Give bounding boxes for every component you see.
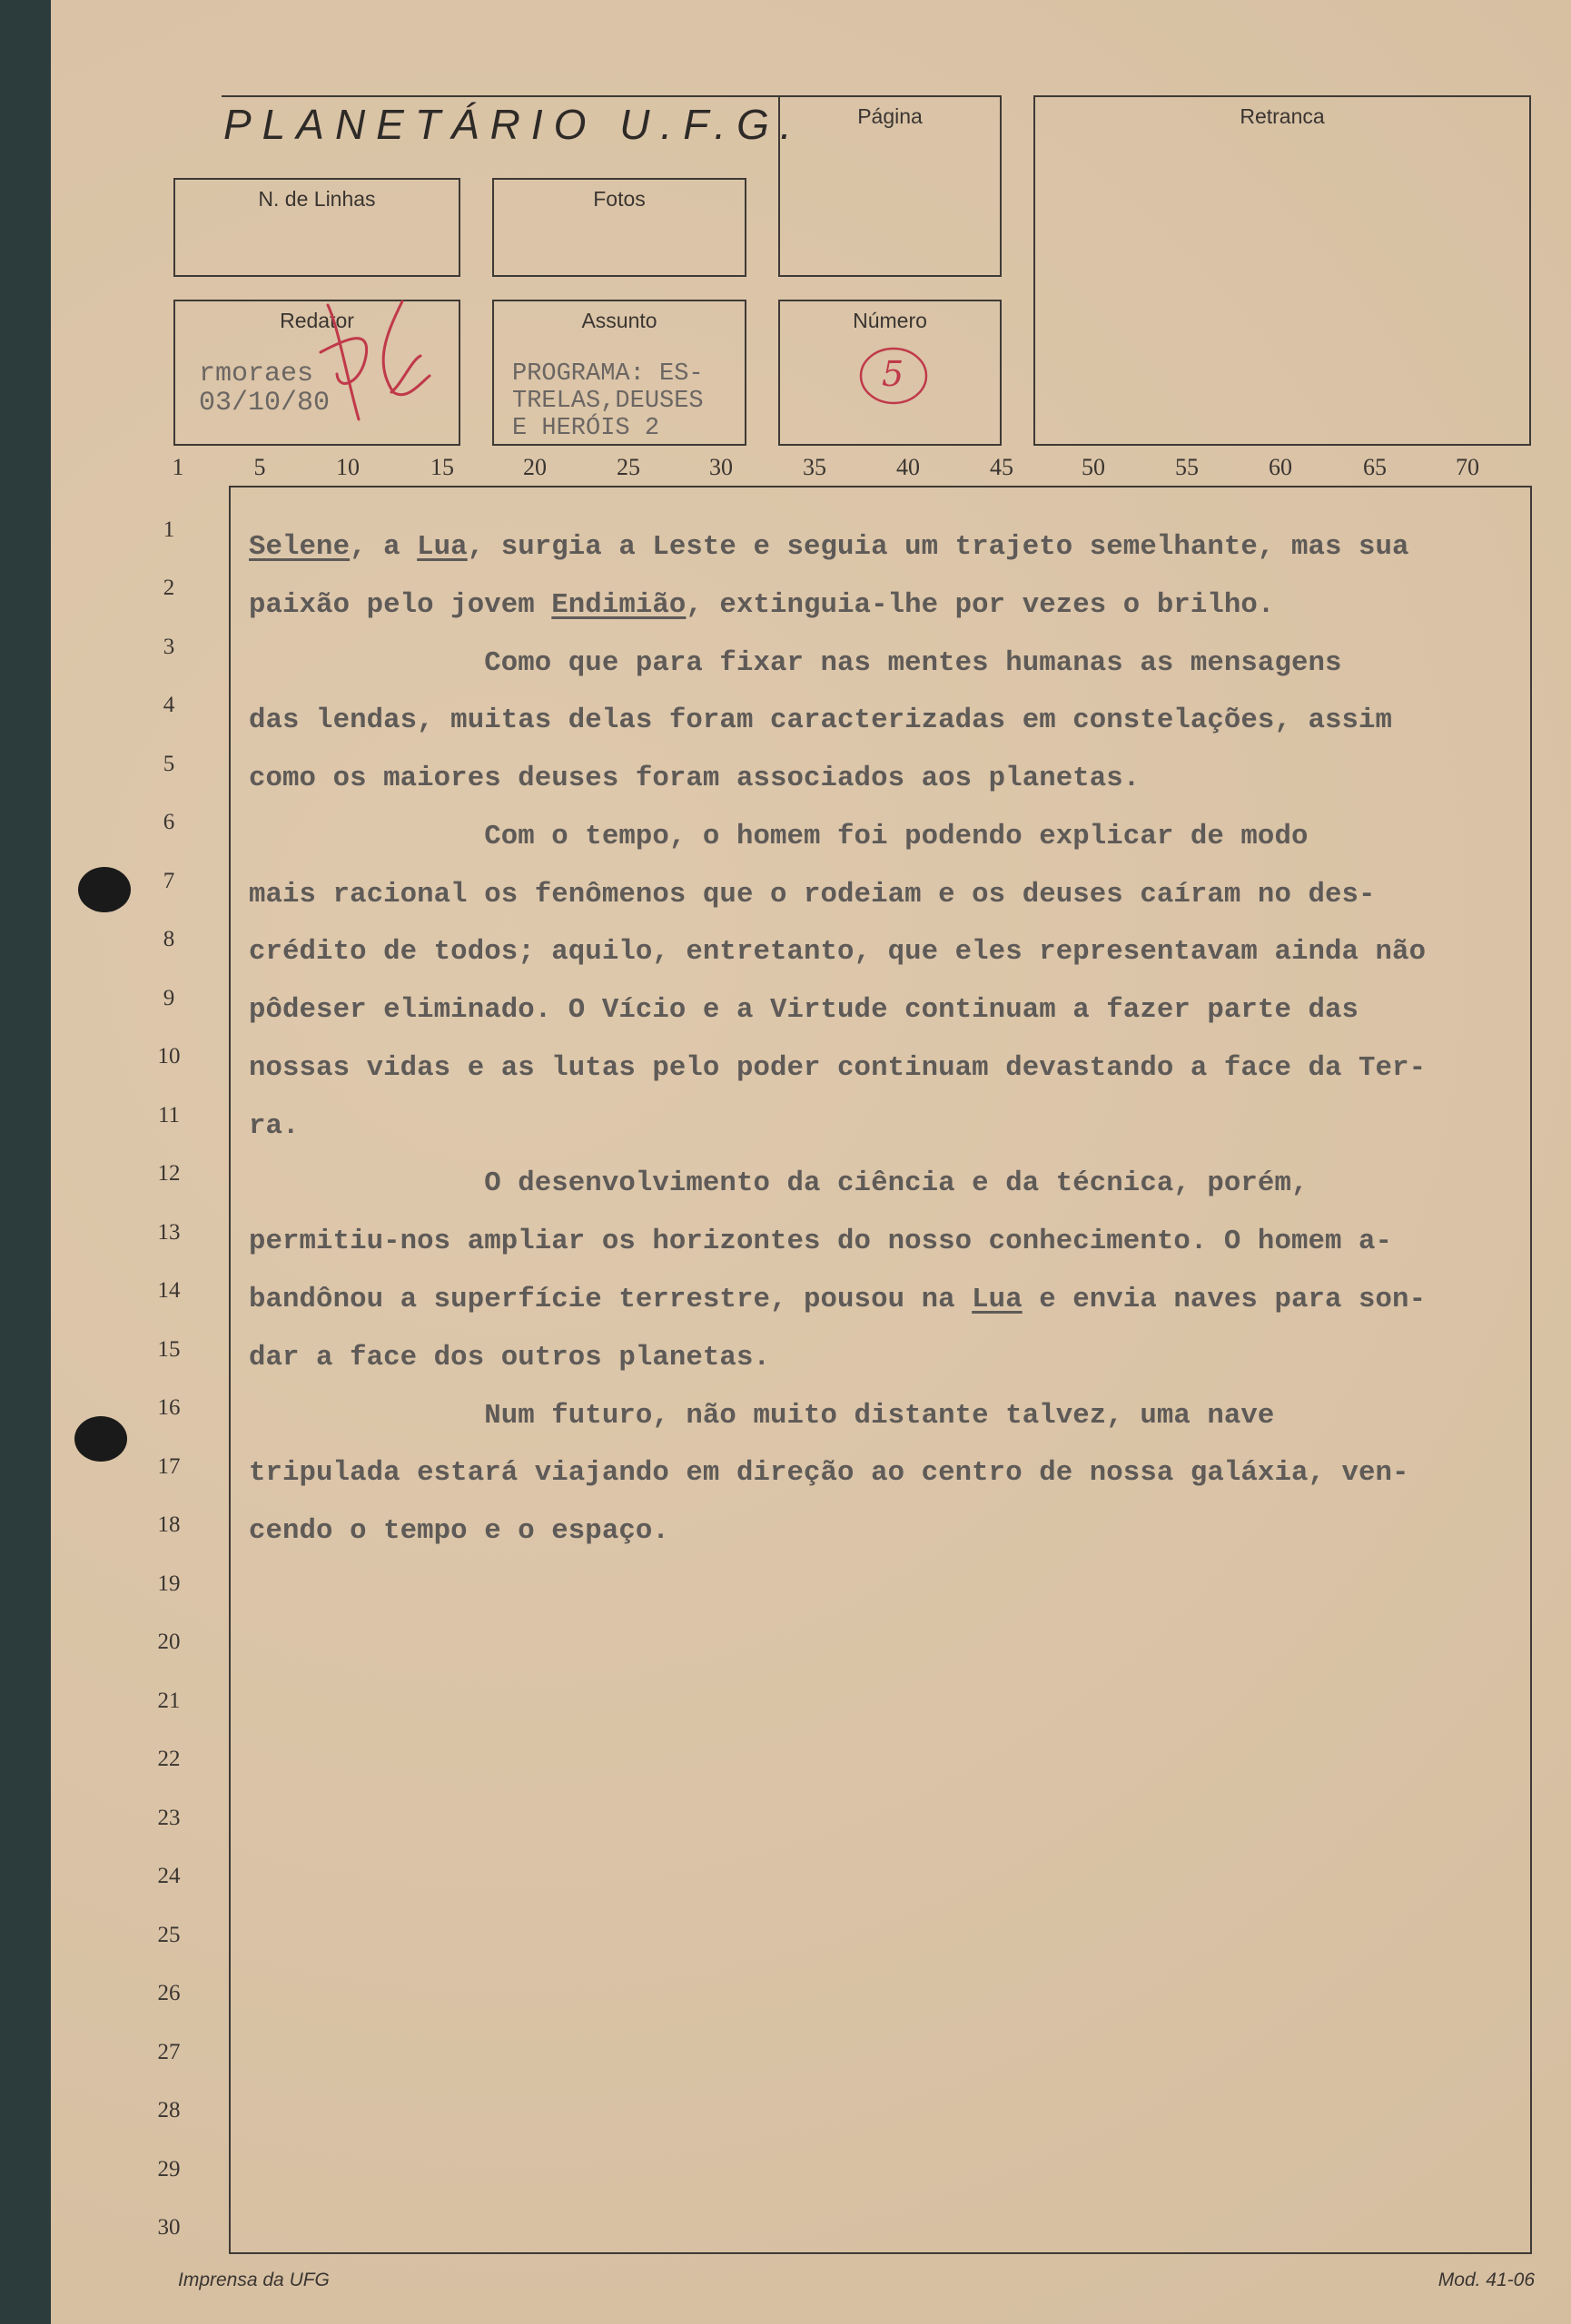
body-line-8: crédito de todos; aquilo, entretanto, que eles representavam ainda não <box>249 936 1427 968</box>
ruler-tick: 30 <box>709 454 733 480</box>
ruler-tick: 35 <box>803 454 826 480</box>
ruler-tick: 45 <box>990 454 1013 480</box>
body-line-4: das lendas, muitas delas foram caracterizadas em constelações, assim <box>249 704 1393 736</box>
title-rule <box>222 95 795 97</box>
line-number: 25 <box>157 1923 181 1947</box>
line-number: 15 <box>157 1337 181 1362</box>
line-number: 3 <box>163 635 175 659</box>
line-number: 29 <box>157 2157 181 2181</box>
line-number: 12 <box>157 1161 181 1186</box>
line-number: 1 <box>163 517 175 542</box>
line-number: 8 <box>163 927 175 951</box>
line-number: 4 <box>163 693 175 717</box>
redator-name: rmoraes <box>199 359 314 389</box>
ruler-tick: 50 <box>1082 454 1105 480</box>
body-line-15: dar a face dos outros planetas. <box>249 1342 770 1374</box>
form-title: PLANETÁRIO U.F.G. <box>223 101 803 148</box>
footer-printer: Imprensa da UFG <box>178 2270 330 2290</box>
ruler-tick: 10 <box>336 454 360 480</box>
line-number: 6 <box>163 810 175 834</box>
body-line-18: cendo o tempo e o espaço. <box>249 1515 669 1547</box>
body-line-11: ra. <box>249 1110 300 1142</box>
pagina-label: Página <box>857 104 923 128</box>
redator-label: Redator <box>280 309 354 332</box>
signature-initials <box>284 274 466 428</box>
linhas-label: N. de Linhas <box>258 187 376 211</box>
ruler-tick: 15 <box>430 454 454 480</box>
ruler-tick: 20 <box>523 454 547 480</box>
line-number: 19 <box>157 1571 181 1596</box>
line-number: 24 <box>157 1864 181 1888</box>
body-line-17: tripulada estará viajando em direção ao centro de nossa galáxia, ven- <box>249 1457 1409 1489</box>
line-number: 22 <box>157 1747 181 1771</box>
retranca-box <box>1033 95 1531 446</box>
body-line-16: Num futuro, não muito distante talvez, uma nave <box>249 1400 1275 1432</box>
body-line-5: como os maiores deuses foram associados aos planetas. <box>249 763 1141 794</box>
text-span: e envia naves para son- <box>1022 1284 1427 1315</box>
line-number: 26 <box>157 1981 181 2005</box>
line-number: 18 <box>157 1512 181 1537</box>
ruler-tick: 60 <box>1269 454 1292 480</box>
ruler-tick: 70 <box>1456 454 1479 480</box>
ruler-tick: 5 <box>253 454 266 480</box>
assunto-line-2: TRELAS,DEUSES <box>512 388 704 415</box>
text-span: , surgia a Leste e seguia um trajeto semelhante, mas sua <box>467 531 1409 563</box>
ruler-tick: 1 <box>172 454 184 480</box>
name-endimiao: Endimião <box>551 589 687 621</box>
body-line-1 <box>249 531 1409 563</box>
line-number: 17 <box>157 1454 181 1479</box>
body-line-14 <box>249 1284 1426 1315</box>
ruler-tick: 65 <box>1363 454 1387 480</box>
body-line-7: mais racional os fenômenos que o rodeiam e os deuses caíram no des- <box>249 879 1376 911</box>
body-line-9: pôdeser eliminado. O Vício e a Virtude continuam a fazer parte das <box>249 994 1359 1026</box>
assunto-line-1: PROGRAMA: ES- <box>512 360 704 388</box>
fotos-label: Fotos <box>593 187 646 211</box>
line-number: 23 <box>157 1806 181 1830</box>
body-line-13: permitiu-nos ampliar os horizontes do nosso conhecimento. O homem a- <box>249 1226 1393 1257</box>
assunto-label: Assunto <box>581 309 657 332</box>
text-span: bandônou a superfície terrestre, pousou na <box>249 1284 973 1315</box>
form-sheet <box>51 0 1571 2324</box>
ruler-tick: 55 <box>1175 454 1199 480</box>
line-number: 14 <box>157 1278 181 1303</box>
name-lua: Lua <box>972 1284 1023 1315</box>
line-number: 2 <box>163 576 175 600</box>
text-span: , extinguia-lhe por vezes o brilho. <box>686 589 1275 621</box>
body-line-12: O desenvolvimento da ciência e da técnica, porém, <box>249 1167 1309 1199</box>
linhas-box <box>173 178 460 277</box>
body-line-10: nossas vidas e as lutas pelo poder continuam devastando a face da Ter- <box>249 1052 1427 1084</box>
redator-date: 03/10/80 <box>199 388 331 419</box>
assunto-line-3: E HERÓIS 2 <box>512 415 660 442</box>
retranca-label: Retranca <box>1240 104 1325 128</box>
name-lua: Lua <box>417 531 468 563</box>
line-number: 13 <box>157 1220 181 1245</box>
name-selene: Selene <box>249 531 351 563</box>
punch-hole-bottom <box>74 1416 127 1462</box>
line-number: 9 <box>163 986 175 1010</box>
assunto-box <box>492 300 746 446</box>
line-number: 7 <box>163 869 175 893</box>
fotos-box <box>492 178 746 277</box>
numero-value: 5 <box>882 354 904 394</box>
line-number: 11 <box>157 1103 181 1128</box>
text-span: , a <box>350 531 418 563</box>
body-line-3: Como que para fixar nas mentes humanas as mensagens <box>249 647 1342 679</box>
pagina-box <box>778 95 1002 277</box>
line-number: 27 <box>157 2040 181 2064</box>
text-span: paixão pelo jovem <box>249 589 552 621</box>
line-number: 16 <box>157 1395 181 1420</box>
ruler-tick: 40 <box>896 454 920 480</box>
line-number: 5 <box>163 752 175 776</box>
numero-box <box>778 300 1002 446</box>
line-number: 30 <box>157 2215 181 2240</box>
ruler-tick: 25 <box>617 454 640 480</box>
numero-label: Número <box>853 309 927 332</box>
redator-box <box>173 300 460 446</box>
line-number: 10 <box>157 1044 181 1068</box>
body-line-2 <box>249 589 1274 621</box>
body-line-6: Com o tempo, o homem foi podendo explicar de modo <box>249 821 1309 852</box>
line-number: 21 <box>157 1689 181 1713</box>
footer-model: Mod. 41-06 <box>1438 2270 1535 2290</box>
line-number: 28 <box>157 2098 181 2122</box>
punch-hole-top <box>78 867 131 912</box>
line-number: 20 <box>157 1630 181 1654</box>
